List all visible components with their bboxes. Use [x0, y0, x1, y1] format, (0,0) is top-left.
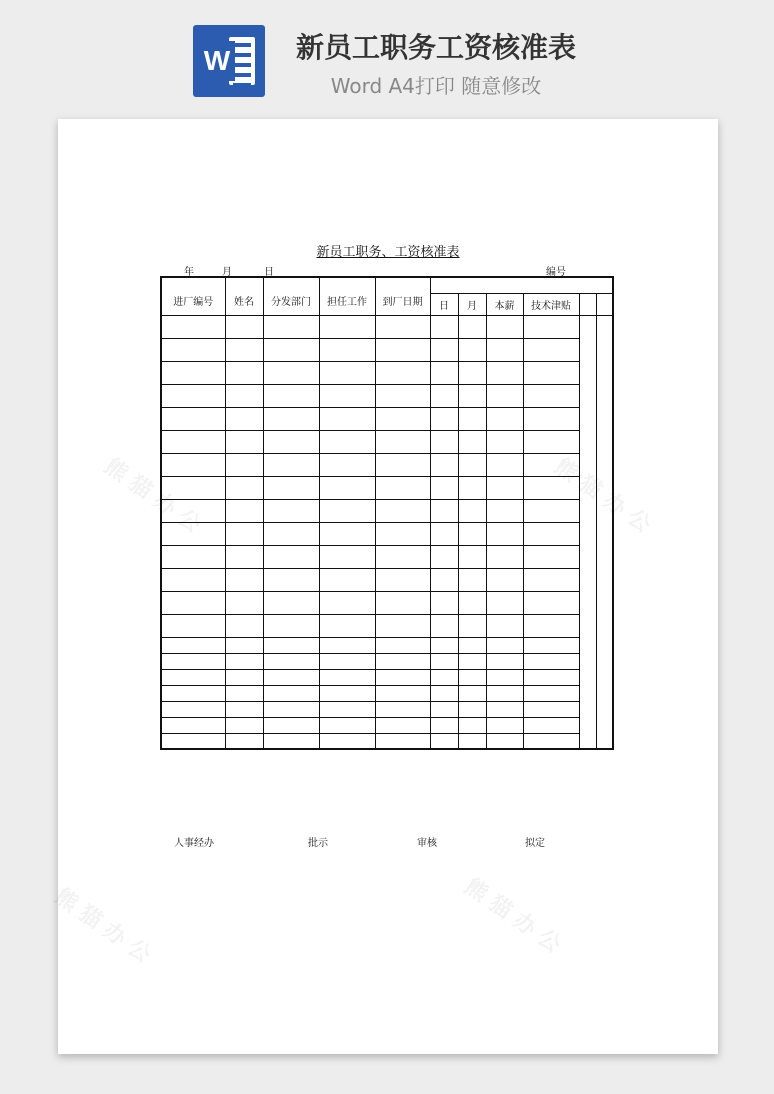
- table-cell[interactable]: [263, 717, 319, 733]
- table-cell[interactable]: [375, 315, 430, 338]
- table-cell[interactable]: [430, 717, 458, 733]
- table-cell[interactable]: [579, 453, 596, 476]
- table-cell[interactable]: [579, 361, 596, 384]
- table-cell[interactable]: [523, 614, 579, 637]
- table-cell[interactable]: [263, 315, 319, 338]
- table-cell[interactable]: [319, 499, 375, 522]
- table-cell[interactable]: [458, 384, 486, 407]
- table-cell[interactable]: [458, 430, 486, 453]
- table-cell[interactable]: [596, 315, 613, 338]
- table-cell[interactable]: [319, 637, 375, 653]
- table-cell[interactable]: [375, 733, 430, 749]
- table-cell[interactable]: [319, 453, 375, 476]
- table-cell[interactable]: [161, 430, 225, 453]
- table-cell[interactable]: [263, 545, 319, 568]
- table-cell[interactable]: [579, 653, 596, 669]
- table-row: [161, 614, 613, 637]
- table-cell[interactable]: [225, 717, 263, 733]
- table-cell[interactable]: [263, 476, 319, 499]
- table-cell[interactable]: [596, 361, 613, 384]
- table-row: [161, 733, 613, 749]
- table-cell[interactable]: [225, 568, 263, 591]
- table-cell[interactable]: [596, 522, 613, 545]
- table-cell[interactable]: [458, 568, 486, 591]
- table-row: [161, 545, 613, 568]
- table-cell[interactable]: [430, 453, 458, 476]
- table-cell[interactable]: [375, 338, 430, 361]
- table-cell[interactable]: [430, 733, 458, 749]
- table-cell[interactable]: [430, 637, 458, 653]
- table-cell[interactable]: [596, 545, 613, 568]
- table-cell[interactable]: [486, 733, 523, 749]
- table-cell[interactable]: [263, 430, 319, 453]
- table-cell[interactable]: [579, 733, 596, 749]
- table-cell[interactable]: [319, 733, 375, 749]
- table-cell[interactable]: [375, 614, 430, 637]
- table-cell[interactable]: [579, 545, 596, 568]
- table-cell[interactable]: [579, 637, 596, 653]
- table-cell[interactable]: [319, 701, 375, 717]
- table-cell[interactable]: [596, 499, 613, 522]
- table-cell[interactable]: [263, 407, 319, 430]
- table-cell[interactable]: [319, 545, 375, 568]
- table-cell[interactable]: [430, 476, 458, 499]
- table-cell[interactable]: [319, 653, 375, 669]
- table-cell[interactable]: [458, 361, 486, 384]
- table-cell[interactable]: [486, 407, 523, 430]
- approval-table: [160, 276, 614, 750]
- table-row: [161, 407, 613, 430]
- document-page: [49, 119, 718, 1054]
- table-cell[interactable]: [225, 476, 263, 499]
- table-cell[interactable]: [375, 499, 430, 522]
- table-cell[interactable]: [161, 476, 225, 499]
- column-header: 到厂日期: [375, 293, 430, 315]
- table-cell[interactable]: [579, 476, 596, 499]
- table-cell[interactable]: [263, 568, 319, 591]
- table-cell[interactable]: [263, 338, 319, 361]
- table-cell[interactable]: [161, 614, 225, 637]
- table-cell[interactable]: [523, 717, 579, 733]
- table-cell[interactable]: [523, 669, 579, 685]
- word-letter: W: [199, 41, 235, 81]
- month-label: 月: [222, 267, 232, 278]
- table-cell[interactable]: [596, 338, 613, 361]
- table-cell[interactable]: [263, 685, 319, 701]
- table-cell[interactable]: [225, 545, 263, 568]
- table-cell[interactable]: [579, 315, 596, 338]
- table-cell[interactable]: [225, 338, 263, 361]
- table-cell[interactable]: [161, 701, 225, 717]
- table-cell[interactable]: [161, 499, 225, 522]
- table-cell[interactable]: [486, 522, 523, 545]
- table-cell[interactable]: [458, 407, 486, 430]
- table-cell: [319, 277, 375, 293]
- table-cell[interactable]: [430, 701, 458, 717]
- table-cell[interactable]: [579, 568, 596, 591]
- table-cell[interactable]: [486, 384, 523, 407]
- column-header: 日: [430, 293, 458, 315]
- table-row: [161, 522, 613, 545]
- table-cell[interactable]: [523, 568, 579, 591]
- table-cell[interactable]: [225, 653, 263, 669]
- table-cell[interactable]: [486, 717, 523, 733]
- table-cell[interactable]: [596, 568, 613, 591]
- table-row: [161, 361, 613, 384]
- table-cell[interactable]: [319, 476, 375, 499]
- table-cell[interactable]: [596, 717, 613, 733]
- table-cell[interactable]: [430, 361, 458, 384]
- table-cell[interactable]: [319, 614, 375, 637]
- table-cell[interactable]: [430, 545, 458, 568]
- table-cell[interactable]: [523, 315, 579, 338]
- table-cell[interactable]: [596, 733, 613, 749]
- table-cell[interactable]: [579, 591, 596, 614]
- table-cell[interactable]: [263, 653, 319, 669]
- table-cell[interactable]: [458, 315, 486, 338]
- table-cell[interactable]: [458, 733, 486, 749]
- table-cell[interactable]: [161, 653, 225, 669]
- table-row: [161, 701, 613, 717]
- table-cell[interactable]: [486, 685, 523, 701]
- table-cell[interactable]: [225, 522, 263, 545]
- table-cell[interactable]: [161, 669, 225, 685]
- table-cell[interactable]: [579, 717, 596, 733]
- table-cell[interactable]: [579, 384, 596, 407]
- column-header: 技术津贴: [523, 293, 579, 315]
- table-cell[interactable]: [596, 614, 613, 637]
- page-title: 新员工职务工资核准表: [295, 31, 576, 64]
- table-cell[interactable]: [596, 476, 613, 499]
- table-row: [161, 653, 613, 669]
- table-row: [161, 717, 613, 733]
- column-header: 进厂编号: [161, 293, 225, 315]
- table-cell[interactable]: [458, 591, 486, 614]
- table-cell[interactable]: [430, 685, 458, 701]
- table-cell[interactable]: [486, 614, 523, 637]
- table-cell[interactable]: [319, 669, 375, 685]
- table-cell[interactable]: [596, 653, 613, 669]
- table-cell[interactable]: [486, 499, 523, 522]
- table-cell[interactable]: [486, 669, 523, 685]
- table-cell[interactable]: [458, 717, 486, 733]
- table-cell[interactable]: [375, 591, 430, 614]
- table-cell[interactable]: [596, 701, 613, 717]
- table-cell[interactable]: [430, 407, 458, 430]
- table-row: [161, 499, 613, 522]
- table-cell[interactable]: [375, 384, 430, 407]
- number-label: 编号: [546, 267, 566, 278]
- table-row: [161, 430, 613, 453]
- table-cell[interactable]: [486, 453, 523, 476]
- table-cell[interactable]: [375, 669, 430, 685]
- table-cell[interactable]: [375, 717, 430, 733]
- table-row: [161, 568, 613, 591]
- table-cell[interactable]: [458, 499, 486, 522]
- table-cell[interactable]: [161, 637, 225, 653]
- table-cell[interactable]: [319, 361, 375, 384]
- column-header: [579, 293, 596, 315]
- column-header: 担任工作: [319, 293, 375, 315]
- column-header: 本薪: [486, 293, 523, 315]
- table-cell[interactable]: [225, 591, 263, 614]
- table-cell[interactable]: [263, 499, 319, 522]
- table-cell[interactable]: [375, 637, 430, 653]
- table-cell[interactable]: [225, 453, 263, 476]
- table-cell[interactable]: [579, 499, 596, 522]
- table-cell[interactable]: [523, 591, 579, 614]
- table-cell[interactable]: [486, 653, 523, 669]
- table-cell[interactable]: [486, 476, 523, 499]
- column-header: [596, 293, 613, 315]
- table-header-row: [161, 293, 613, 315]
- table-cell[interactable]: [579, 701, 596, 717]
- table-cell: [225, 277, 263, 293]
- table-cell[interactable]: [523, 384, 579, 407]
- table-cell[interactable]: [458, 545, 486, 568]
- table-cell[interactable]: [523, 407, 579, 430]
- table-cell[interactable]: [458, 669, 486, 685]
- table-cell[interactable]: [579, 614, 596, 637]
- table-cell[interactable]: [161, 591, 225, 614]
- table-cell[interactable]: [263, 669, 319, 685]
- table-cell[interactable]: [225, 685, 263, 701]
- table-cell[interactable]: [579, 669, 596, 685]
- table-cell[interactable]: [486, 568, 523, 591]
- table-cell[interactable]: [486, 591, 523, 614]
- table-cell[interactable]: [319, 407, 375, 430]
- table-cell[interactable]: [596, 591, 613, 614]
- table-cell[interactable]: [579, 407, 596, 430]
- table-cell[interactable]: [523, 545, 579, 568]
- table-cell[interactable]: [319, 591, 375, 614]
- table-cell[interactable]: [161, 545, 225, 568]
- table-cell[interactable]: [225, 637, 263, 653]
- table-cell[interactable]: [225, 384, 263, 407]
- table-cell[interactable]: [596, 685, 613, 701]
- table-cell[interactable]: [430, 430, 458, 453]
- table-cell[interactable]: [596, 407, 613, 430]
- table-cell[interactable]: [596, 430, 613, 453]
- table-cell[interactable]: [430, 522, 458, 545]
- table-cell[interactable]: [375, 430, 430, 453]
- table-cell[interactable]: [375, 653, 430, 669]
- table-cell[interactable]: [458, 637, 486, 653]
- table-row: [161, 591, 613, 614]
- watermark: 熊 猫 办 公: [99, 454, 205, 539]
- table-cell[interactable]: [375, 476, 430, 499]
- table-row: [161, 637, 613, 653]
- table-cell[interactable]: [225, 499, 263, 522]
- table-row: [161, 453, 613, 476]
- table-row: [161, 384, 613, 407]
- table-row: [161, 669, 613, 685]
- table-cell[interactable]: [225, 701, 263, 717]
- table-cell[interactable]: [430, 614, 458, 637]
- watermark: 熊 猫 办 公: [459, 874, 565, 959]
- table-cell[interactable]: [486, 338, 523, 361]
- table-cell[interactable]: [486, 361, 523, 384]
- table-cell[interactable]: [579, 522, 596, 545]
- table-cell[interactable]: [375, 568, 430, 591]
- table-cell[interactable]: [161, 315, 225, 338]
- table-cell[interactable]: [486, 545, 523, 568]
- year-label: 年: [184, 267, 194, 278]
- table-cell[interactable]: [523, 338, 579, 361]
- footer-draft: 拟定: [525, 838, 545, 849]
- table-cell[interactable]: [263, 453, 319, 476]
- table-cell[interactable]: [225, 669, 263, 685]
- table-cell: [430, 277, 613, 293]
- table-cell: [263, 277, 319, 293]
- table-cell[interactable]: [319, 717, 375, 733]
- table-cell[interactable]: [486, 701, 523, 717]
- table-cell[interactable]: [458, 653, 486, 669]
- table-cell[interactable]: [375, 545, 430, 568]
- table-cell[interactable]: [263, 591, 319, 614]
- table-cell[interactable]: [523, 522, 579, 545]
- table-cell[interactable]: [523, 453, 579, 476]
- watermark: 熊 猫 办 公: [549, 454, 655, 539]
- table-cell: [161, 277, 225, 293]
- table-cell[interactable]: [225, 430, 263, 453]
- table-cell[interactable]: [161, 407, 225, 430]
- table-cell[interactable]: [523, 733, 579, 749]
- table-cell[interactable]: [579, 338, 596, 361]
- table-cell[interactable]: [375, 522, 430, 545]
- document-title: 新员工职务、工资核准表: [316, 245, 460, 260]
- table-cell[interactable]: [375, 453, 430, 476]
- table-cell[interactable]: [319, 338, 375, 361]
- table-row: [161, 338, 613, 361]
- table-cell[interactable]: [161, 717, 225, 733]
- footer-review: 审核: [417, 838, 437, 849]
- table-cell[interactable]: [319, 522, 375, 545]
- table-cell[interactable]: [263, 733, 319, 749]
- table-cell[interactable]: [430, 315, 458, 338]
- table-cell[interactable]: [523, 476, 579, 499]
- table-cell[interactable]: [486, 430, 523, 453]
- table-cell[interactable]: [458, 701, 486, 717]
- table-cell[interactable]: [430, 669, 458, 685]
- table-cell[interactable]: [430, 338, 458, 361]
- table-cell[interactable]: [486, 637, 523, 653]
- table-cell[interactable]: [225, 315, 263, 338]
- header: [0, 0, 774, 110]
- table-cell[interactable]: [161, 568, 225, 591]
- table-cell[interactable]: [319, 315, 375, 338]
- table-cell[interactable]: [430, 591, 458, 614]
- footer-instruction: 批示: [308, 838, 328, 849]
- table-cell[interactable]: [458, 614, 486, 637]
- column-header: 分发部门: [263, 293, 319, 315]
- table-cell[interactable]: [430, 499, 458, 522]
- table-cell[interactable]: [430, 384, 458, 407]
- table-cell[interactable]: [430, 568, 458, 591]
- table-cell[interactable]: [319, 685, 375, 701]
- table-cell[interactable]: [263, 522, 319, 545]
- table-cell[interactable]: [596, 453, 613, 476]
- table-row: [161, 685, 613, 701]
- table-cell[interactable]: [458, 522, 486, 545]
- table-cell[interactable]: [263, 614, 319, 637]
- table-cell[interactable]: [161, 685, 225, 701]
- table-row: [161, 476, 613, 499]
- table-cell[interactable]: [161, 522, 225, 545]
- table-row: [161, 315, 613, 338]
- table-cell[interactable]: [375, 407, 430, 430]
- table-cell[interactable]: [523, 653, 579, 669]
- table-cell[interactable]: [458, 338, 486, 361]
- table-cell[interactable]: [263, 637, 319, 653]
- table-cell[interactable]: [319, 384, 375, 407]
- day-label: 日: [264, 267, 274, 278]
- table-cell[interactable]: [523, 685, 579, 701]
- watermark: 熊 猫 办 公: [49, 884, 155, 969]
- table-cell[interactable]: [161, 733, 225, 749]
- table-cell[interactable]: [225, 361, 263, 384]
- table-cell[interactable]: [161, 361, 225, 384]
- table-cell[interactable]: [375, 361, 430, 384]
- table-cell[interactable]: [375, 701, 430, 717]
- table-cell[interactable]: [263, 384, 319, 407]
- table-cell[interactable]: [458, 685, 486, 701]
- table-cell[interactable]: [161, 453, 225, 476]
- table-cell[interactable]: [161, 338, 225, 361]
- table-cell[interactable]: [375, 685, 430, 701]
- table-cell[interactable]: [458, 453, 486, 476]
- table-cell[interactable]: [319, 430, 375, 453]
- table-cell[interactable]: [596, 637, 613, 653]
- table-cell[interactable]: [596, 384, 613, 407]
- table-cell[interactable]: [319, 568, 375, 591]
- page-subtitle: Word A4打印 随意修改: [330, 74, 542, 98]
- table-cell[interactable]: [523, 430, 579, 453]
- table-cell[interactable]: [523, 499, 579, 522]
- table-cell: [375, 277, 430, 293]
- table-cell[interactable]: [225, 733, 263, 749]
- column-header: 姓名: [225, 293, 263, 315]
- table-top-row: [161, 277, 613, 293]
- table-cell[interactable]: [579, 430, 596, 453]
- table-cell[interactable]: [161, 384, 225, 407]
- table-cell[interactable]: [225, 407, 263, 430]
- table-cell[interactable]: [263, 361, 319, 384]
- table-cell[interactable]: [523, 361, 579, 384]
- column-header: 月: [458, 293, 486, 315]
- table-cell[interactable]: [430, 653, 458, 669]
- word-icon: [193, 25, 265, 97]
- table-cell[interactable]: [458, 476, 486, 499]
- table-cell[interactable]: [486, 315, 523, 338]
- table-cell[interactable]: [523, 637, 579, 653]
- table-cell[interactable]: [225, 614, 263, 637]
- table-cell[interactable]: [263, 701, 319, 717]
- footer-handler: 人事经办: [174, 838, 214, 849]
- table-cell[interactable]: [523, 701, 579, 717]
- table-cell[interactable]: [596, 669, 613, 685]
- table-cell[interactable]: [579, 685, 596, 701]
